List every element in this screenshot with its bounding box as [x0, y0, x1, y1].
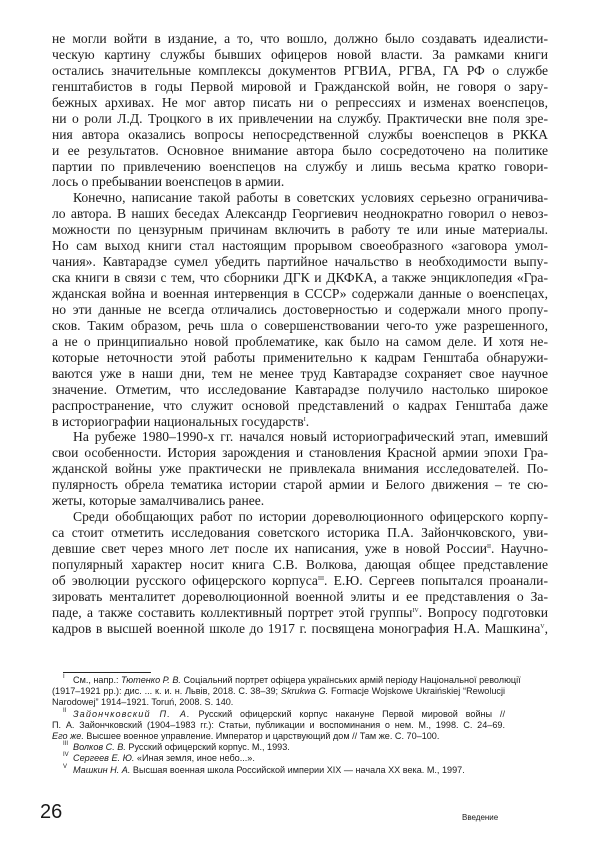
- text-segment: (1917–1921 рр.): дис. ... к. и. н. Львів, 2018. С. 38–39;: [52, 686, 281, 697]
- text-segment: ни о роли Л.Д. Троцкого в их привлечении на службу. Практически вне поля зре-: [52, 110, 548, 126]
- footnote-separator: [63, 672, 151, 673]
- text-segment: Но сам выход книги стал настоящим прорывом своеобразного «заговора умол-: [52, 238, 548, 254]
- footnote-marker: V: [63, 763, 68, 770]
- text-line: [52, 79, 548, 95]
- text-segment: жданской войны уже практически не привлекала внимания исследователей. По-: [52, 461, 548, 477]
- text-line: [52, 414, 548, 430]
- text-line: [52, 334, 548, 350]
- text-segment: Русский офицерский корпус. М., 1993.: [125, 742, 290, 753]
- text-line: [52, 493, 548, 509]
- text-segment: чания». Кавтарадзе сумел убедить партийное начальство в необходимости выпу-: [52, 254, 548, 270]
- paragraph: [52, 429, 548, 509]
- text-segment: не могли войти в издание, а то, что вошло, должно было создавать идеалисти-: [52, 31, 548, 46]
- author-name: Машкин Н. А.: [73, 764, 131, 775]
- text-segment: и ее результатов. Основное внимание автора было сосредоточено на политике: [52, 142, 548, 158]
- text-segment: лось о пребывании военспецов в армии.: [52, 174, 285, 190]
- text-line: [52, 429, 548, 445]
- footnote: [52, 674, 521, 709]
- footnote-line: [52, 742, 505, 753]
- text-segment: Высшее военное управление. Император и царствующий дом // Там же. С. 70–100.: [83, 730, 440, 741]
- paragraph: [52, 509, 548, 637]
- body-text: [52, 31, 548, 637]
- author-name: Сергеев Е. Ю.: [73, 753, 135, 764]
- text-segment: ,: [544, 620, 548, 636]
- text-segment: бежных архивах. Не мог автор писать ни о репрессиях и изменах военспецов,: [52, 94, 548, 110]
- text-line: [52, 350, 548, 366]
- text-line: [52, 111, 548, 127]
- text-segment: ческую картину службы бывших офицеров новой власти. За рамками книги: [52, 46, 548, 62]
- text-line: [52, 206, 548, 222]
- text-segment: об эволюции русского офицерского корпуса: [52, 572, 318, 588]
- text-segment: П. А. Зайончковский (1904–1983 гг.): Статьи, публикации и воспоминания о нем. М., 1998. С. 24–69.: [52, 719, 505, 730]
- text-segment: Среди обобщающих работ по истории дореволюционного офицерского корпу-: [73, 509, 548, 525]
- text-line: [52, 445, 548, 461]
- footnote-reference: I: [303, 416, 306, 423]
- footnote: [52, 709, 505, 743]
- text-segment: Русский офицерский корпус накануне Первой мировой войны //: [190, 708, 505, 719]
- text-segment: кадров в высшей военной школе до 1917 г. посвящена монография Н.А. Машкина: [52, 620, 541, 636]
- text-line: [52, 286, 548, 302]
- text-segment: паде, а также составить коллективный портрет этой группы: [52, 604, 413, 620]
- text-line: [52, 461, 548, 477]
- text-line: [52, 605, 548, 621]
- text-line: [52, 270, 548, 286]
- text-segment: остались значительные комплексы документов РГВИА, РГВА, ГА РФ о службе: [52, 62, 548, 78]
- footnote-line: [52, 731, 505, 742]
- text-segment: жеты, которые замалчивались ранее.: [52, 493, 265, 509]
- footnote-marker: III: [63, 741, 69, 748]
- paragraph: [52, 31, 548, 190]
- text-line: [52, 222, 548, 238]
- text-line: [52, 398, 548, 414]
- text-segment: . Вопросу подготовки: [418, 604, 548, 620]
- footnote: [52, 753, 505, 764]
- text-segment: генштабистов в годы Первой мировой и Гражданской войн, не говоря о зару-: [52, 78, 548, 94]
- paragraph: [52, 190, 548, 429]
- running-title: Введение: [462, 813, 499, 822]
- footnote-line: [52, 720, 505, 731]
- text-line: [52, 254, 548, 270]
- page-number: 26: [40, 801, 63, 823]
- text-segment: Соціальний портрет офіцера українських армій періоду Національної революції: [180, 675, 521, 685]
- text-line: [52, 159, 548, 175]
- text-segment: которые неточности этой работы применительно к кадрам Генштаба обнаружи-: [52, 349, 548, 365]
- text-segment: но эти данные не всегда отличались достоверностью и содержали много пропу-: [52, 301, 548, 317]
- footnote-line: [52, 697, 505, 708]
- text-segment: Narodowej” 1914–1921. Toruń, 2008. S. 140.: [52, 697, 234, 708]
- footnote-marker: IV: [63, 752, 69, 759]
- footnote-reference: IV: [412, 607, 419, 614]
- text-line: [52, 525, 548, 541]
- text-line: [52, 318, 548, 334]
- text-line: [52, 143, 548, 159]
- author-name: Его же.: [52, 730, 84, 741]
- footnote-line: [52, 674, 521, 686]
- text-segment: можности по цензурным причинам включить в работу те или иные материалы.: [52, 222, 548, 238]
- text-segment: . Научно-: [491, 541, 548, 556]
- text-line: [52, 589, 548, 605]
- text-segment: распространение, что служит основой представлений о кадрах Генштаба даже: [52, 397, 548, 413]
- footnote-line: [52, 686, 505, 697]
- footnote-line: [52, 753, 505, 764]
- footnote: [52, 765, 505, 776]
- text-line: [52, 573, 548, 589]
- text-segment: Formacje Wojskowe Ukraińskiej “Rewolucji: [328, 686, 505, 697]
- text-segment: . Е.Ю. Сергеев попытался проанали-: [323, 572, 548, 588]
- footnotes: [52, 674, 521, 776]
- text-segment: в историографии национальных государств: [52, 413, 304, 429]
- footnote-marker: II: [63, 707, 67, 714]
- text-line: [52, 238, 548, 254]
- text-segment: девшие свет через много лет после их написания, уже в новой России: [52, 541, 488, 556]
- footnote-line: [52, 765, 505, 776]
- text-line: [52, 174, 548, 190]
- text-line: [52, 509, 548, 525]
- footnote-reference: III: [317, 575, 324, 582]
- text-line: [52, 557, 548, 573]
- text-segment: жданская война и военная интервенция в СССР» содержали данные о военспецах,: [52, 286, 548, 301]
- text-line: [52, 366, 548, 382]
- text-line: [52, 382, 548, 398]
- text-segment: На рубеже 1980–1990-х гг. начался новый историографический этап, имевший: [73, 429, 548, 445]
- text-segment: свои особенности. История зарождения и становления Красной армии эпохи Гра-: [52, 445, 548, 461]
- text-line: [52, 190, 548, 206]
- text-segment: Высшая военная школа Российской империи XIX — начала XX века. М., 1997.: [130, 764, 465, 775]
- text-segment: См., напр.:: [73, 675, 122, 685]
- text-segment: ваются уже в наши дни, тем не менее труд Кавтарадзе сохраняет свое научное: [52, 365, 548, 381]
- text-segment: «Иная земля, иное небо...».: [134, 753, 255, 764]
- text-line: [52, 127, 548, 143]
- text-segment: значение. Отметим, что исследование Кавтарадзе получило настолько широкое: [52, 381, 548, 397]
- text-line: [52, 477, 548, 493]
- author-name: Волков С. В.: [73, 742, 126, 753]
- author-name: Тютенко Р. В.: [121, 675, 181, 685]
- footnote-marker: I: [63, 674, 65, 680]
- footnote-line: [52, 709, 505, 720]
- text-line: [52, 302, 548, 318]
- text-segment: популярный характер носит книга С.В. Волкова, дающая общее представление: [52, 556, 548, 572]
- text-segment: партии по привлечению военспецов на службу и лишь весьма кратко говори-: [52, 158, 548, 174]
- text-line: [52, 31, 548, 47]
- text-segment: пулярность обрела тематика истории старой армии и Белого движения – те сю-: [52, 477, 548, 493]
- text-segment: а не о принципиально новой проблематике, как было на самом деле. И хотя не-: [52, 333, 548, 349]
- text-segment: зировать менталитет дореволюционной военной элиты и ее представления о За-: [52, 588, 548, 604]
- text-segment: ния автора оказались вопросы непосредственной службы военспецов в РККА: [52, 126, 548, 142]
- author-name: Зайончковский П. А.: [73, 708, 191, 719]
- author-name: Skrukwa G.: [280, 686, 329, 697]
- text-segment: .: [305, 413, 310, 429]
- text-segment: сков. Таким образом, речь шла о совершенствовании чего-то уже разрешенного,: [52, 317, 548, 333]
- text-line: [52, 63, 548, 79]
- footnote: [52, 742, 505, 753]
- text-line: [52, 541, 548, 557]
- footnote-reference: V: [540, 623, 545, 630]
- footnote-reference: II: [487, 544, 492, 550]
- text-line: [52, 47, 548, 63]
- text-line: [52, 621, 548, 637]
- text-segment: Конечно, написание такой работы в советских условиях серьезно ограничива-: [73, 190, 548, 206]
- text-line: [52, 95, 548, 111]
- text-segment: ска книги в связи с тем, что сборники ДГК и ДКФКА, а также энциклопедия «Гра-: [52, 270, 548, 286]
- text-segment: са стоит отметить исследования советского историка П.А. Зайончковского, уви-: [52, 525, 548, 541]
- text-segment: ло автора. В наших беседах Александр Георгиевич неоднократно говорил о невоз-: [52, 206, 548, 222]
